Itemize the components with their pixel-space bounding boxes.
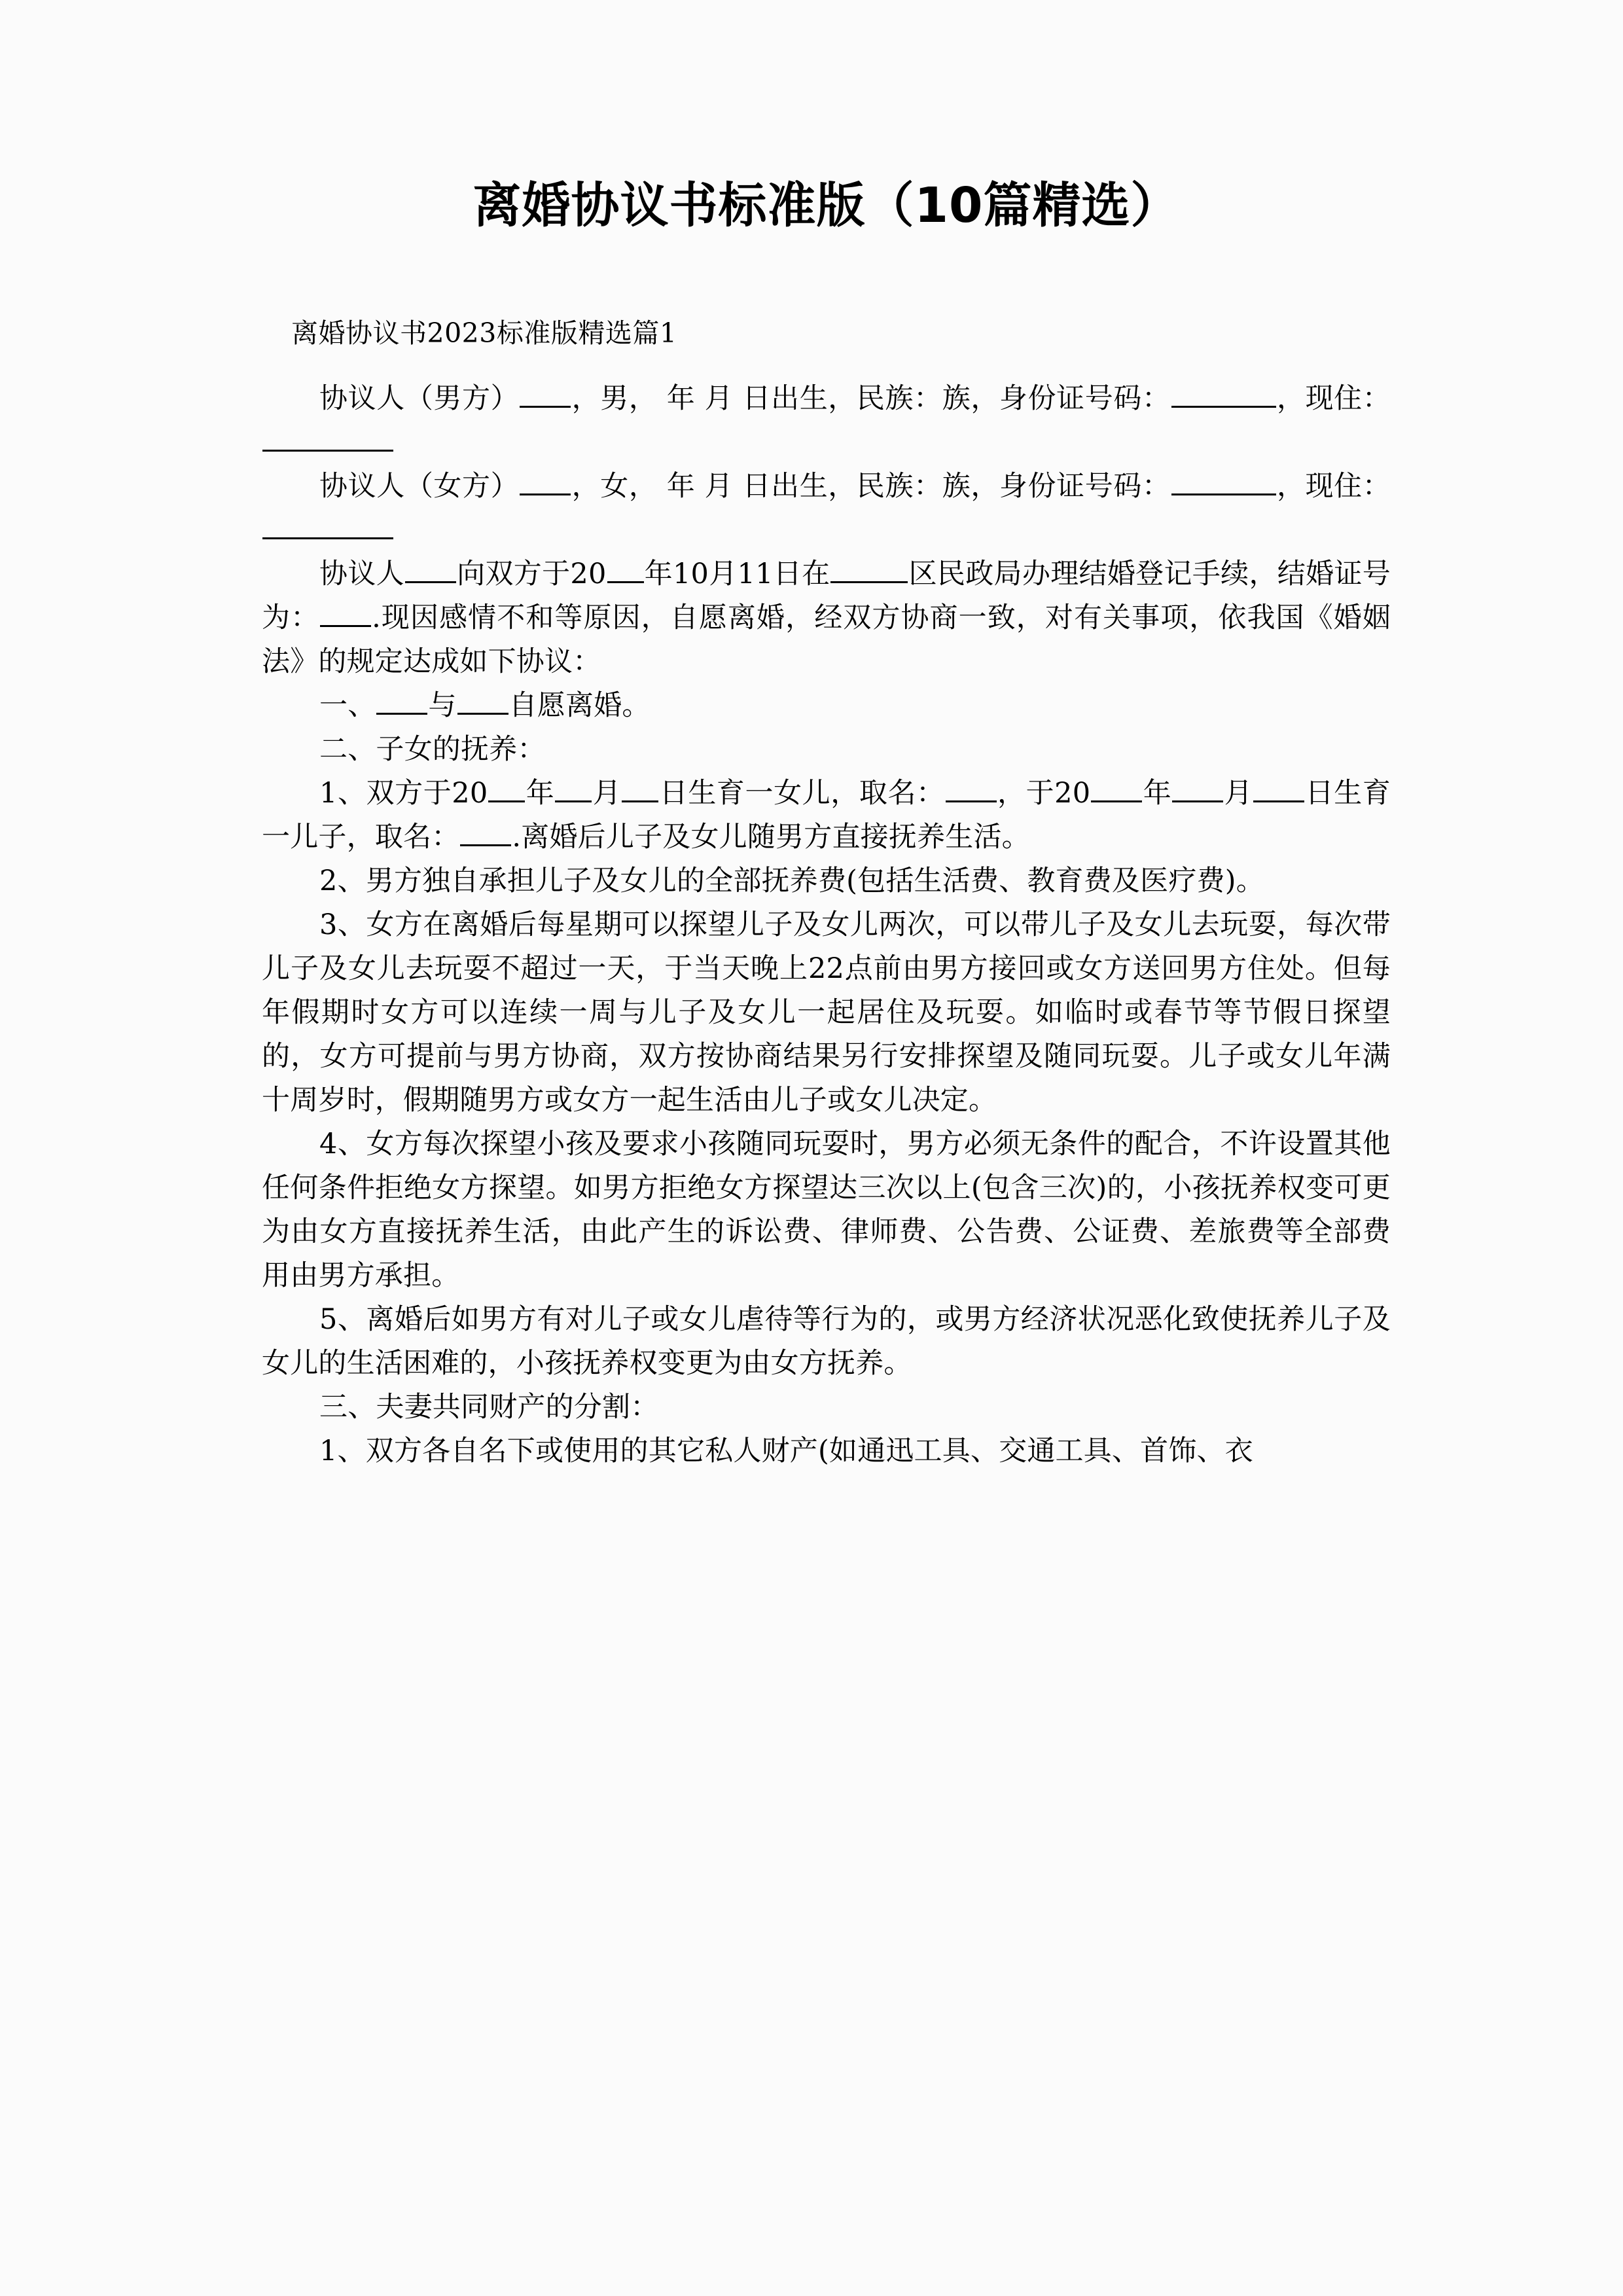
text-run: 月 (592, 777, 622, 810)
fill-in-blank[interactable] (520, 469, 571, 495)
text-run: 2、男方独自承担儿子及女儿的全部抚养费(包括生活费、教育费及医疗费)。 (319, 865, 1264, 898)
text-run: 日生育一儿子，取名： (262, 777, 1391, 854)
fill-in-blank[interactable] (460, 819, 511, 846)
paragraph-section-2-heading (262, 728, 1391, 772)
text-run: 5、离婚后如男方有对儿子或女儿虐待等行为的，或男方经济状况恶化致使抚养儿子及女儿的生活困难的，小孩抚养权变更为由女方抚养。 (262, 1303, 1391, 1380)
fill-in-blank[interactable] (405, 556, 456, 583)
fill-in-blank[interactable] (555, 776, 592, 802)
text-run: 协议人（男方） (319, 382, 520, 416)
document-body (262, 347, 1391, 1473)
paragraph-section-2-item-1 (262, 772, 1391, 859)
paragraph-section-3-item-1 (262, 1429, 1391, 1473)
fill-in-blank[interactable] (946, 776, 997, 802)
text-run: 三、夫妻共同财产的分割： (319, 1391, 659, 1424)
text-run: ，男， 年 月 日出生，民族：族，身份证号码： (571, 382, 1171, 416)
page-content (262, 0, 1391, 1473)
paragraph-party-female (262, 465, 1391, 552)
fill-in-blank[interactable] (1091, 776, 1142, 802)
page-title: 离婚协议书标准版（10篇精选） (473, 177, 1180, 234)
fill-in-blank[interactable] (320, 600, 371, 627)
fill-in-blank[interactable] (607, 556, 644, 583)
text-run: 与 (428, 689, 457, 723)
fill-in-blank[interactable] (262, 512, 393, 539)
paragraph-section-2-item-5 (262, 1298, 1391, 1386)
text-run: ，现住： (1276, 382, 1391, 416)
text-run: 区民政局办理结婚登记手续，结婚证号为： (262, 558, 1391, 635)
fill-in-blank[interactable] (520, 381, 571, 408)
text-run: 协议人 (319, 558, 404, 591)
text-run: .现因感情不和等原因，自愿离婚，经双方协商一致，对有关事项，依我国《婚姻法》的规定达成如下协议： (262, 601, 1391, 679)
paragraph-section-2-item-2 (262, 859, 1391, 903)
fill-in-blank[interactable] (830, 556, 908, 583)
text-run: 年 (526, 777, 555, 810)
paragraph-clause-1-divorce (262, 684, 1391, 728)
paragraph-section-2-item-3 (262, 903, 1391, 1122)
fill-in-blank[interactable] (262, 425, 393, 452)
text-run: ，现住： (1276, 470, 1391, 503)
paragraph-party-male (262, 377, 1391, 465)
text-run: 向双方于20 (456, 558, 607, 591)
text-run: 3、女方在离婚后每星期可以探望儿子及女儿两次，可以带儿子及女儿去玩耍，每次带儿子及女儿去玩耍不超过一天，于当天晚上22点前由男方接回或女方送回男方住处。但每年假期时女方可以连续一周与儿子及女儿一起居住及玩耍。如临时或春节等节假日探望的，女方可提前与男方协商，双方按协商结果另行安排探望及随同玩耍。儿子或女儿年满十周岁时，假期随男方或女方一起生活由儿子或女儿决定。 (262, 908, 1391, 1117)
text-run: 二、子女的抚养： (319, 733, 546, 766)
document-subtitle: 离婚协议书2023标准版精选篇1 (291, 317, 677, 350)
text-run: 自愿离婚。 (508, 689, 651, 723)
text-run: 协议人（女方） (319, 470, 520, 503)
text-run: 月 (1224, 777, 1253, 810)
text-run: 4、女方每次探望小孩及要求小孩随同玩耍时，男方必须无条件的配合，不许设置其他任何条件拒绝女方探望。如男方拒绝女方探望达三次以上(包含三次)的，小孩抚养权变可更为由女方直接抚养生活，由此产生的诉讼费、律师费、公告费、公证费、差旅费等全部费用由男方承担。 (262, 1128, 1391, 1293)
paragraph-section-3-heading (262, 1386, 1391, 1429)
fill-in-blank[interactable] (457, 688, 508, 715)
text-run: ，女， 年 月 日出生，民族：族，身份证号码： (571, 470, 1171, 503)
text-run: 1、双方于20 (319, 777, 488, 810)
paragraph-marriage-registration (262, 552, 1391, 684)
fill-in-blank[interactable] (622, 776, 658, 802)
fill-in-blank[interactable] (1171, 469, 1276, 495)
fill-in-blank[interactable] (488, 776, 525, 802)
fill-in-blank[interactable] (1171, 381, 1276, 408)
text-run: ，于20 (997, 777, 1091, 810)
text-run: 年10月11日在 (644, 558, 830, 591)
paragraph-section-2-item-4 (262, 1122, 1391, 1298)
fill-in-blank[interactable] (376, 688, 427, 715)
fill-in-blank[interactable] (1172, 776, 1223, 802)
text-run: 日生育一女儿，取名： (659, 777, 945, 810)
text-run: 1、双方各自名下或使用的其它私人财产(如通迅工具、交通工具、首饰、衣 (319, 1435, 1253, 1468)
fill-in-blank[interactable] (1253, 776, 1304, 802)
text-run: 年 (1143, 777, 1172, 810)
text-run: 一、 (319, 689, 376, 723)
text-run: .离婚后儿子及女儿随男方直接抚养生活。 (512, 821, 1030, 854)
